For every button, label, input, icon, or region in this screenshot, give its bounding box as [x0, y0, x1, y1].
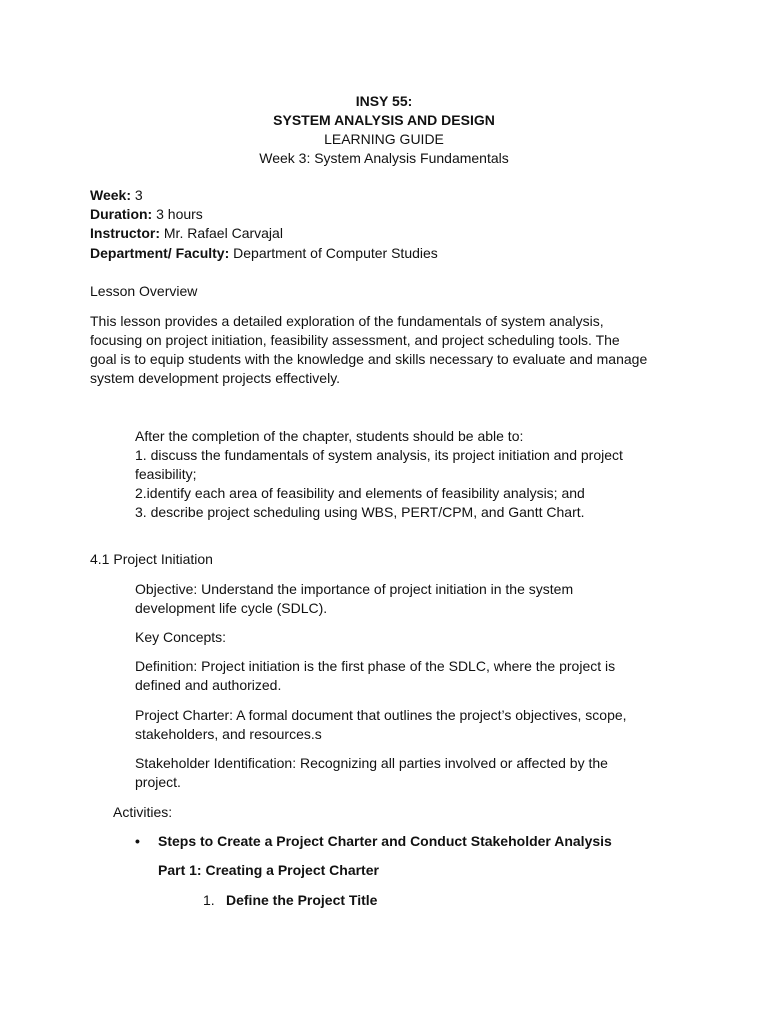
course-code: INSY 55: [355, 93, 413, 109]
lesson-overview-text [90, 312, 680, 388]
bullet-icon: • [135, 833, 140, 849]
step-text: Define the Project Title [226, 892, 378, 908]
meta-week-label: Week: [90, 187, 131, 203]
meta-instructor [90, 224, 690, 243]
outcomes-line: 3. describe project scheduling using WBS, PERT/CPM, and Gantt Chart. [135, 504, 585, 520]
meta-department-label: Department/ Faculty: [90, 244, 230, 261]
learning-outcomes [135, 427, 675, 522]
meta-duration [90, 205, 690, 224]
meta-instructor-value: Mr. Rafael Carvajal [160, 225, 283, 242]
stakeholder-line: Stakeholder Identification: Recognizing all parties involved or affected by the [135, 755, 608, 771]
week-title: Week 3: System Analysis Fundamentals [259, 150, 509, 166]
outcomes-line: After the completion of the chapter, students should be able to: [135, 428, 524, 444]
meta-duration-value: 3 hours [152, 206, 203, 223]
bullet-text: Steps to Create a Project Charter and Conduct Stakeholder Analysis [158, 833, 612, 849]
meta-week-value: 3 [130, 187, 143, 203]
activity-bullet-item [135, 832, 695, 852]
part-title: Part 1: Creating a Project Charter [158, 862, 379, 878]
charter-paragraph [135, 706, 675, 744]
course-title: SYSTEM ANALYSIS AND DESIGN [273, 112, 495, 128]
course-meta [90, 186, 690, 263]
charter-line: stakeholders, and resources.s [135, 726, 322, 742]
document-header [0, 92, 768, 168]
section-heading: 4.1 Project Initiation [90, 551, 213, 567]
definition-paragraph [135, 657, 675, 695]
activities-label: Activities: [113, 804, 173, 820]
outcomes-line: 2.identify each area of feasibility and elements of feasibility analysis; and [135, 485, 585, 501]
meta-instructor-label: Instructor: [90, 225, 160, 242]
overview-line: system development projects effectively. [90, 370, 341, 386]
definition-line: defined and authorized. [135, 677, 282, 693]
overview-line: focusing on project initiation, feasibility assessment, and project scheduling tools. The [90, 332, 620, 348]
lesson-overview-heading: Lesson Overview [90, 283, 198, 299]
meta-department-value: Department of Computer Studies [229, 244, 438, 261]
meta-department [90, 244, 690, 263]
stakeholder-line: project. [135, 774, 181, 790]
charter-line: Project Charter: A formal document that outlines the project’s objectives, scope, [135, 707, 627, 723]
objective-paragraph [135, 580, 675, 618]
meta-week [90, 186, 690, 205]
stakeholder-paragraph [135, 754, 675, 792]
objective-line: Objective: Understand the importance of project initiation in the system [135, 581, 574, 597]
objective-line: development life cycle (SDLC). [135, 600, 328, 616]
step-number: 1. [203, 892, 215, 908]
document-type: LEARNING GUIDE [324, 131, 444, 147]
definition-line: Definition: Project initiation is the first phase of the SDLC, where the project is [135, 658, 616, 674]
overview-line: This lesson provides a detailed exploration of the fundamentals of system analysis, [90, 313, 604, 329]
outcomes-line: feasibility; [135, 466, 197, 482]
numbered-step [203, 891, 503, 911]
outcomes-line: 1. discuss the fundamentals of system analysis, its project initiation and project [135, 447, 623, 463]
overview-line: goal is to equip students with the knowledge and skills necessary to evaluate and manage [90, 351, 648, 367]
meta-duration-label: Duration: [90, 206, 153, 223]
key-concepts-label: Key Concepts: [135, 629, 227, 645]
